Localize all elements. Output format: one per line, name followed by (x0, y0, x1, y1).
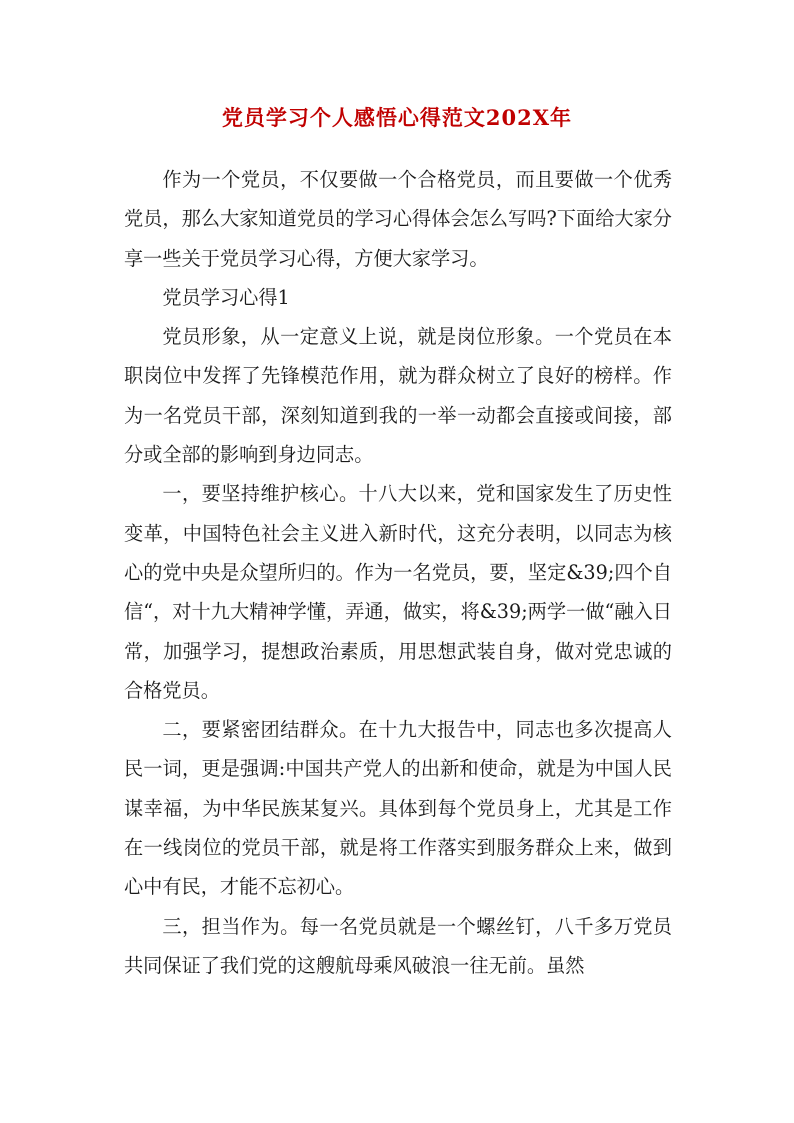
body-paragraph: 三，担当作为。每一名党员就是一个螺丝钉，八千多万党员共同保证了我们党的这艘航母乘风破浪一往无前。虽然 (124, 914, 672, 977)
intro-paragraph: 作为一个党员，不仅要做一个合格党员，而且要做一个优秀党员，那么大家知道党员的学习心得体会怎么写吗?下面给大家分享一些关于党员学习心得，方便大家学习。 (124, 168, 672, 270)
body-paragraph: 党员形象，从一定意义上说，就是岗位形象。一个党员在本职岗位中发挥了先锋模范作用，就为群众树立了良好的榜样。作为一名党员干部，深刻知道到我的一举一动都会直接或间接，部分或全部的影响到身边同志。 (124, 325, 672, 467)
section-heading: 党员学习心得1 (162, 285, 290, 309)
document-title: 党员学习个人感悟心得范文202X年 (221, 105, 573, 130)
body-paragraph: 一，要坚持维护核心。十八大以来，党和国家发生了历史性变革，中国特色社会主义进入新时代，这充分表明，以同志为核心的党中央是众望所归的。作为一名党员，要，坚定&39;四个自信“，对十九大精神学懂，弄通，做实，将&39;两学一做“融入日常，加强学习，提想政治素质，用思想武装自身，做对党忠诚的合格党员。 (124, 482, 672, 702)
document-body (124, 160, 672, 985)
body-paragraph: 二，要紧密团结群众。在十九大报告中，同志也多次提高人民一词，更是强调:中国共产党人的出新和使命，就是为中国人民谋幸福，为中华民族某复兴。具体到每个党员身上，尤其是工作在一线岗位的党员干部，就是将工作落实到服务群众上来，做到心中有民，才能不忘初心。 (124, 718, 672, 899)
